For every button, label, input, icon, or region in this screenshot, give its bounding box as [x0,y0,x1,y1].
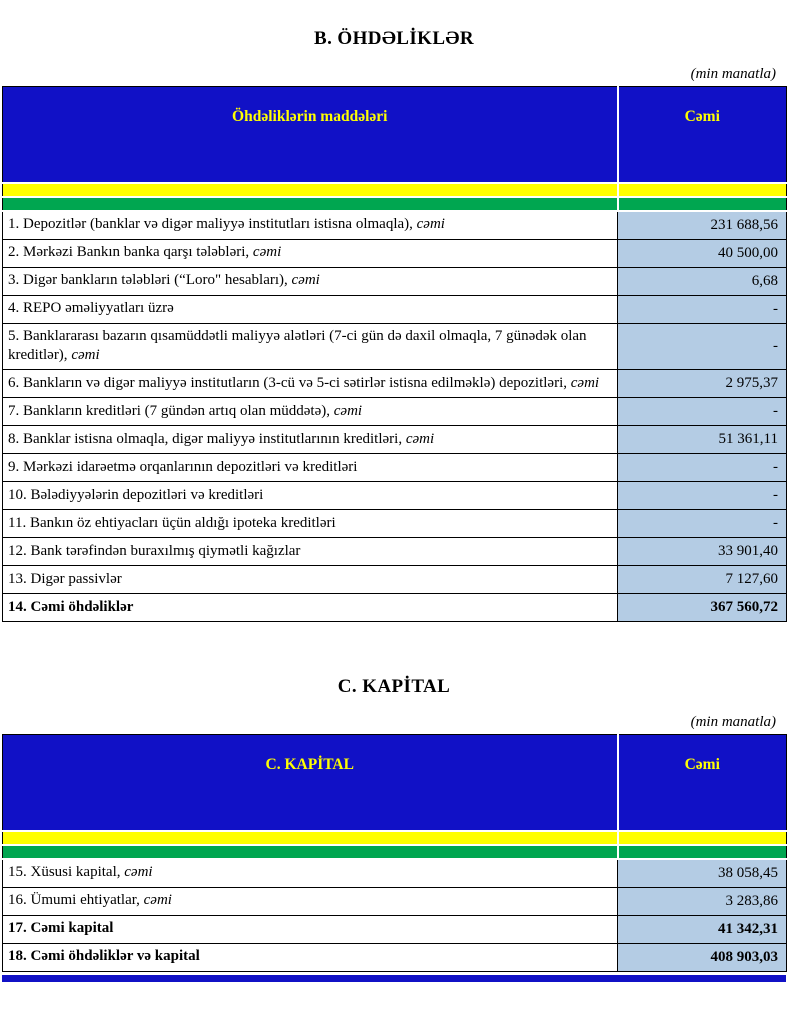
row-value: 33 901,40 [618,538,787,566]
row-label-suffix: cəmi [333,402,363,419]
row-label-cell [3,915,618,943]
row-value: 231 688,56 [618,211,787,240]
row-label: 6. Bankların və digər maliyyə institutların (3-cü və 5-ci sətirlər istisna edilməklə) depozitləri, [8,374,571,391]
stripe-yellow [3,183,787,197]
table-row [3,482,787,510]
row-label-cell [3,538,618,566]
row-label-cell [3,323,618,370]
table-row [3,859,787,888]
table-row-total-liabilities [3,594,787,622]
row-label: 2. Mərkəzi Bankın banka qarşı tələbləri, [8,244,253,261]
row-value: 41 342,31 [618,915,787,943]
row-label: 16. Ümumi ehtiyatlar, [8,892,144,909]
row-value: 6,68 [618,267,787,295]
row-label: 11. Bankın öz ehtiyacları üçün aldığı ipoteka kreditləri [8,514,336,531]
row-label-cell [3,454,618,482]
table-row [3,370,787,398]
table-row [3,426,787,454]
col-header-total: Cəmi [618,87,787,183]
row-value: 2 975,37 [618,370,787,398]
row-label-cell [3,482,618,510]
liabilities-header-row [3,87,787,183]
table-row [3,211,787,240]
row-label: 1. Depozitlər (banklar və digər maliyyə institutları istisna olmaqla), [8,216,417,233]
row-value: 367 560,72 [618,594,787,622]
row-label-cell [3,943,618,971]
row-label-suffix: cəmi [291,272,320,289]
row-label-suffix: cəmi [71,347,100,364]
stripe-yellow [3,831,787,845]
row-label-suffix: cəmi [124,864,153,881]
row-value: 40 500,00 [618,239,787,267]
table-row [3,398,787,426]
liabilities-table [2,86,787,622]
table-row [3,566,787,594]
row-label-cell [3,267,618,295]
col-header-total: Cəmi [618,735,787,831]
row-value: - [618,323,787,370]
row-label: 18. Cəmi öhdəliklər və kapital [8,948,200,965]
row-label-cell [3,426,618,454]
row-label: 14. Cəmi öhdəliklər [8,598,134,615]
row-value: 51 361,11 [618,426,787,454]
row-label: 12. Bank tərəfindən buraxılmış qiymətli kağızlar [8,542,301,559]
row-label-cell [3,370,618,398]
row-value: 7 127,60 [618,566,787,594]
row-value: 38 058,45 [618,859,787,888]
row-value: - [618,398,787,426]
row-value: - [618,454,787,482]
table-row [3,239,787,267]
table-row [3,454,787,482]
row-label-cell [3,398,618,426]
row-value: 3 283,86 [618,887,787,915]
row-label-cell [3,566,618,594]
col-header-items: Öhdəliklərin maddələri [3,87,618,183]
next-table-header-partial [2,975,786,982]
section-b-title: B. ÖHDƏLİKLƏR [314,28,474,49]
row-value: - [618,295,787,323]
table-row-total-capital [3,915,787,943]
row-label-suffix: cəmi [405,430,435,447]
stripe-green [3,845,787,859]
row-label: 5. Banklararası bazarın qısamüddətli maliyyə alətləri (7-ci gün də daxil olmaqla, 7 günədək olan kreditlər), [8,327,587,364]
table-row [3,295,787,323]
unit-note-b: (min manatla) [690,66,776,82]
row-label-suffix: cəmi [570,374,600,391]
row-label: 13. Digər passivlər [8,570,122,587]
row-label-cell [3,295,618,323]
row-value: - [618,482,787,510]
unit-note-c: (min manatla) [690,714,776,731]
row-label: 7. Bankların kreditləri (7 gündən artıq olan müddətə), [8,402,334,419]
section-c-title: C. KAPİTAL [337,676,451,698]
row-label-suffix: cəmi [143,892,172,909]
capital-table [2,734,787,972]
row-label-cell [3,594,618,622]
row-label: 17. Cəmi kapital [8,920,114,937]
row-label: 9. Mərkəzi idarəetmə orqanlarının depozitləri və kreditləri [8,458,358,475]
row-label-suffix: cəmi [416,216,445,233]
row-label: 10. Bələdiyyələrin depozitləri və kreditləri [8,486,264,503]
row-value: 408 903,03 [618,943,787,971]
row-label: 3. Digər bankların tələbləri (“Loro" hesabları), [8,272,292,289]
row-label-cell [3,510,618,538]
table-row-total-liabilities-and-capital [3,943,787,971]
row-label: 8. Banklar istisna olmaqla, digər maliyyə institutlarının kreditləri, [8,430,406,447]
row-label-cell [3,239,618,267]
row-label-suffix: cəmi [252,244,282,261]
table-row [3,323,787,370]
table-row [3,267,787,295]
row-label: 15. Xüsusi kapital, [8,864,125,881]
table-row [3,538,787,566]
row-value: - [618,510,787,538]
row-label: 4. REPO əməliyyatları üzrə [8,300,174,317]
row-label-cell [3,211,618,240]
row-label-cell [3,859,618,888]
table-row [3,510,787,538]
table-row [3,887,787,915]
stripe-green [3,197,787,211]
col-header-capital: C. KAPİTAL [3,735,618,831]
capital-header-row [3,735,787,831]
row-label-cell [3,887,618,915]
